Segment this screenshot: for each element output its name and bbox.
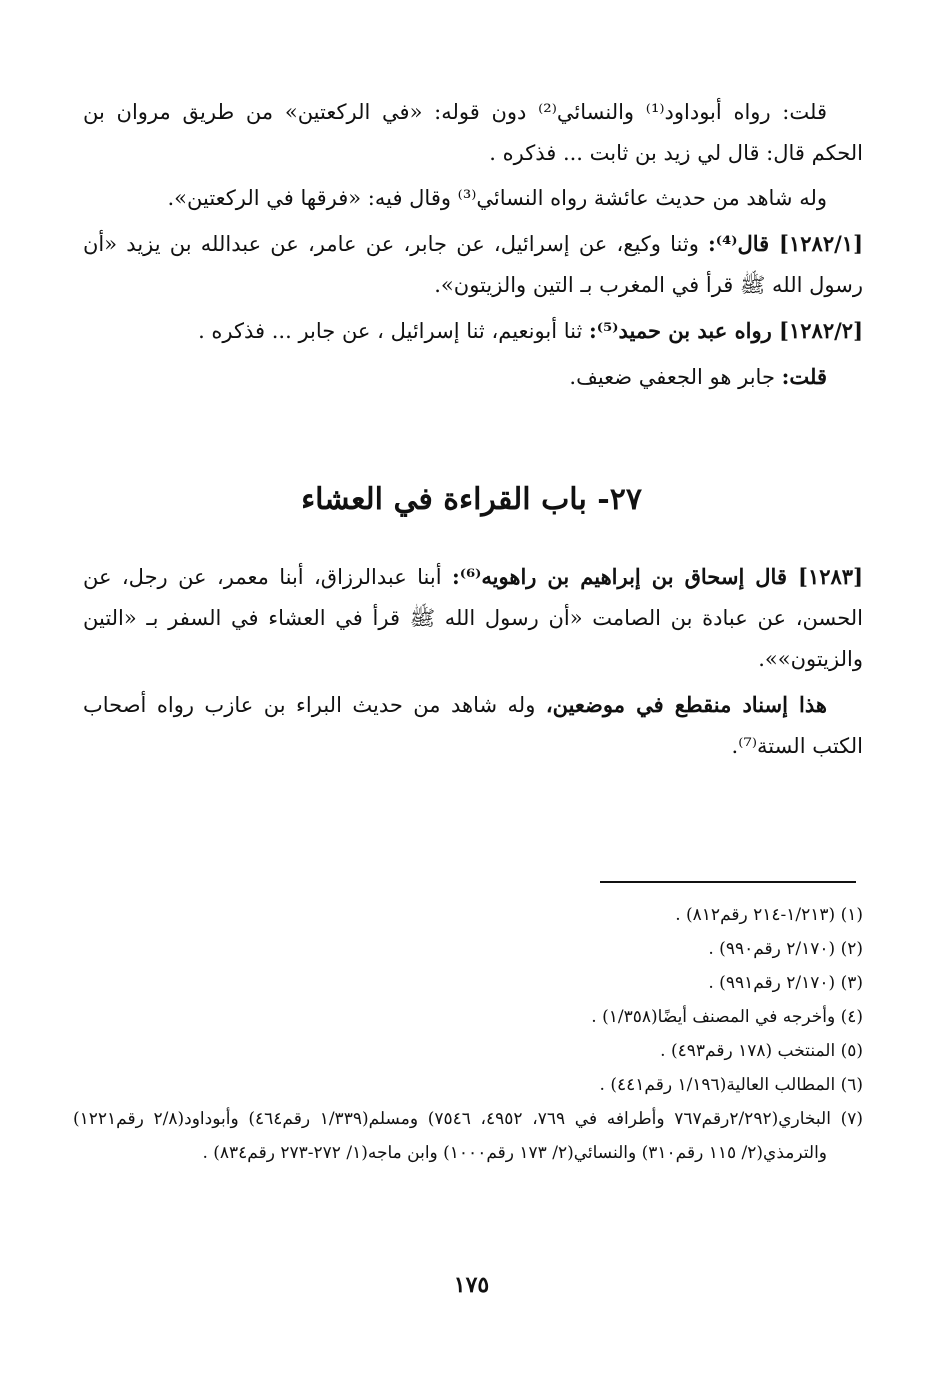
footnote: (١) (١/٢١٣-٢١٤ رقم٨١٢) . bbox=[675, 905, 863, 925]
paragraph: قلت: رواه أبوداود⁽¹⁾ والنسائي⁽²⁾ دون قوله: «في الركعتين» من طريق مروان بن الحكم قال: قال لي زيد بن ثابت ... فذكره . bbox=[83, 100, 863, 165]
paragraph: قلت: جابر هو الجعفي ضعيف. bbox=[569, 364, 827, 389]
paragraph: [١٢٨٢/٢] رواه عبد بن حميد⁽⁵⁾: ثنا أبونعيم، ثنا إسرائيل ، عن جابر ... فذكره . bbox=[198, 318, 863, 343]
footnote: (٥) المنتخب (١٧٨ رقم٤٩٣) . bbox=[660, 1041, 863, 1061]
paragraph: [١٢٨٢/١] قال⁽⁴⁾: وثنا وكيع، عن إسرائيل، عن جابر، عن عامر، عن عبدالله بن يزيد «أن رسول الله ﷺ قرأ في المغرب بـ التين والزيتون». bbox=[83, 231, 863, 297]
isnad-judgement: هذا إسناد منقطع في موضعين، bbox=[545, 692, 827, 717]
note-label: قلت: bbox=[781, 364, 827, 389]
footnote: (٣) (٢/١٧٠ رقم٩٩١) . bbox=[708, 973, 863, 993]
footnote: (٤) وأخرجه في المصنف أيضًا(١/٣٥٨) . bbox=[591, 1007, 863, 1027]
paragraph: هذا إسناد منقطع في موضعين، وله شاهد من حديث البراء بن عازب رواه أصحاب الكتب الستة⁽⁷⁾. bbox=[83, 692, 863, 758]
paragraph: [١٢٨٣] قال إسحاق بن إبراهيم بن راهويه⁽⁶⁾: أبنا عبدالرزاق، أبنا معمر، عن رجل، عن الحسن، عن عبادة بن الصامت «أن رسول الله ﷺ قرأ في العشاء في السفر بـ «التين والزيتون»». bbox=[83, 564, 863, 671]
footnote: (٢) (٢/١٧٠ رقم٩٩٠) . bbox=[708, 939, 863, 959]
paragraph: وله شاهد من حديث عائشة رواه النسائي⁽³⁾ وقال فيه: «فرقها في الركعتين». bbox=[167, 186, 827, 210]
footnotes bbox=[73, 898, 863, 1170]
main-text-bottom bbox=[83, 556, 863, 771]
main-text-top bbox=[83, 92, 863, 402]
hadith-number-label: [١٢٨٣] قال إسحاق بن إبراهيم بن راهويه⁽⁶⁾: bbox=[451, 564, 863, 589]
footnote: (٦) المطالب العالية(١/١٩٦ رقم٤٤١) . bbox=[599, 1075, 863, 1095]
footnote: (٧) البخاري(٢/٢٩٢رقم٧٦٧ وأطرافه في ٧٦٩، ٤٩٥٢، ٧٥٤٦) ومسلم(١/٣٣٩ رقم٤٦٤) وأبوداود(٢/٨ رقم١٢٢١) والترمذي(٢/ ١١٥ رقم٣١٠) والنسائي(٢/ ١٧٣ رقم١٠٠٠) وابن ماجه(١/ ٢٧٢-٢٧٣ رقم٨٣٤) . bbox=[73, 1109, 864, 1163]
hadith-number-label: [١٢٨٢/٢] رواه عبد بن حميد⁽⁵⁾: bbox=[589, 318, 863, 343]
chapter-title: ٢٧- باب القراءة في العشاء bbox=[301, 482, 642, 517]
footnote-separator bbox=[600, 881, 856, 883]
hadith-number-label: [١٢٨٢/١] قال⁽⁴⁾: bbox=[708, 231, 863, 256]
page-number: ١٧٥ bbox=[453, 1272, 490, 1298]
